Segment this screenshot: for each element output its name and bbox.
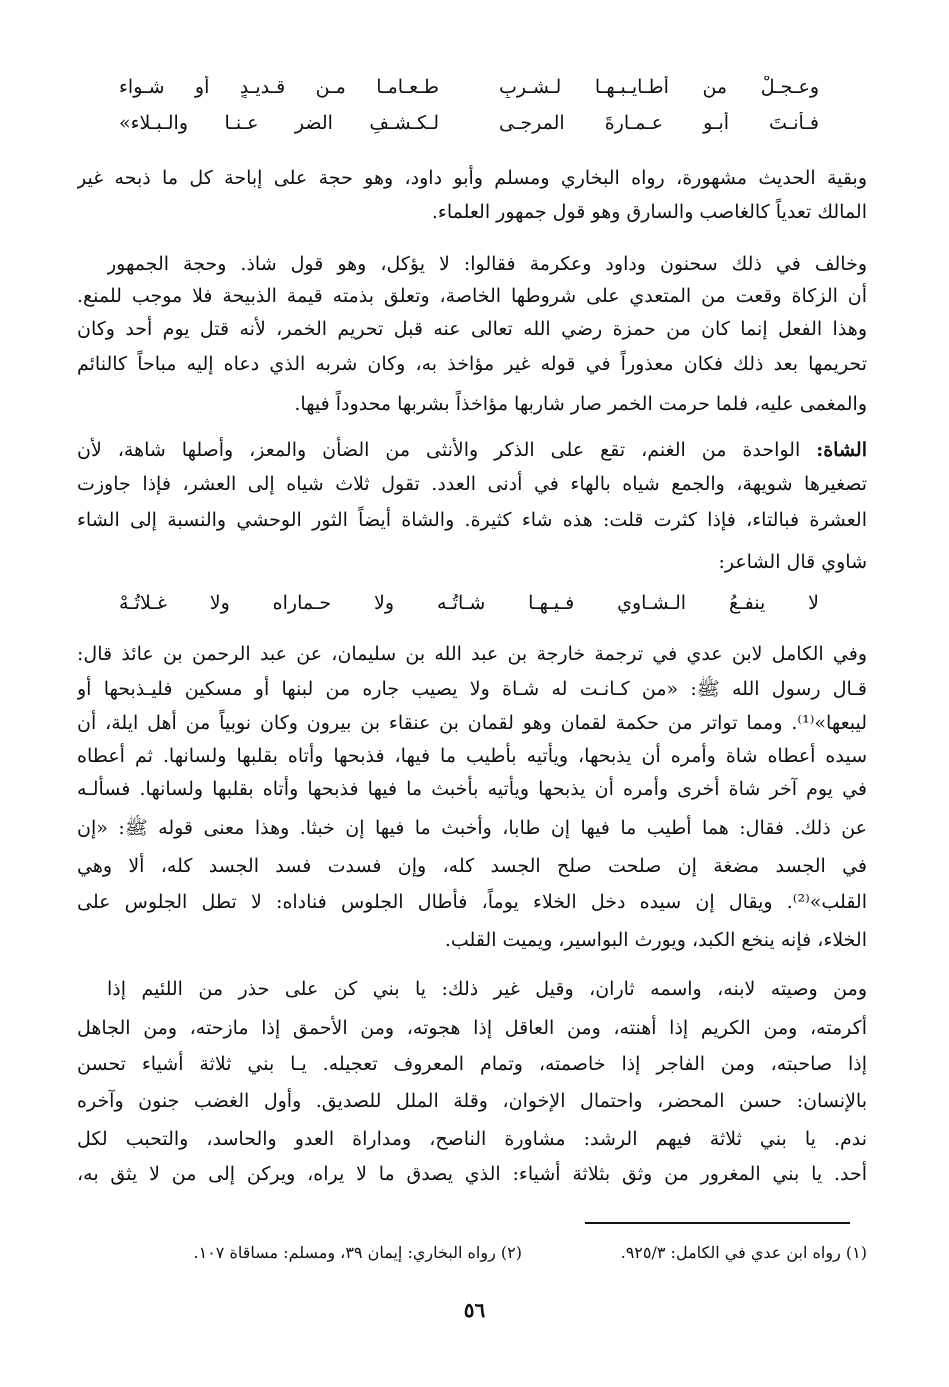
text-line: بالإنسان: حسن المحضر، واحتمال الإخوان، وقلة الملل للصديق. وأول الغضب جنون وآخره [77, 1090, 867, 1112]
verse-line [119, 112, 819, 144]
verse-line: لا ينفـعُ الـشـاوي فـيـهـا شـاتُـه ولا حـماراه ولا غـلاتُـهْ [119, 592, 819, 614]
entry-text: الواحدة من الغنم، تقع على الذكر والأنثى من الضأن والمعز، وأصلها شاهة، لأن [77, 439, 801, 461]
text-line: تحريمها بعد ذلك فكان معذوراً في قوله غير مؤاخذ به، وكان شربه الذي دعاه إليه مباحاً كالنائم [77, 353, 867, 375]
text-line: سيده أعطاه شاة وأمره أن يذبحها، ويأتيه بأطيب ما فيها، فذبحها وأتاه بقلبها ولسانها. ثم أعطاه [77, 745, 867, 767]
text-line: أن الزكاة وقعت من المتعدي على شروطها الخاصة، وتعلق بذمته قيمة الذبيحة فلا موجب للمنع. [77, 285, 867, 307]
text-line: ليبعها»⁽¹⁾. ومما تواتر من حكمة لقمان وهو لقمان بن عنقاء بن بيرون وكان نوبياً من أهل ايلة، أن [77, 712, 867, 734]
text-line: عن ذلك. فقال: هما أطيب ما فيها إن طابا، وأخبث ما فيها إن خبثا. وهذا معنى قوله ﷺ: «إن [77, 817, 867, 839]
text-line: وفي الكامل لابن عدي في ترجمة خارجة بن عبد الله بن سليمان، عن عبد الرحمن بن عائذ قال: [77, 643, 867, 665]
verse-second-hemistich: طـعـامـا مـن قـديـدٍ أو شـواء [119, 76, 439, 98]
text-line: إذا صاحبته، ومن الفاجر إذا خاصمته، وتمام المعروف تعجيله. يـا بني ثلاثة أشياء تحسن [77, 1053, 867, 1075]
text-line: وبقية الحديث مشهورة، رواه البخاري ومسلم وأبو داود، وهو حجة على إباحة كل ما ذبحه غير [77, 167, 867, 189]
text-line: العشرة فبالتاء، فإذا كثرت قلت: هذه شاء كثيرة. والشاة أيضاً الثور الوحشي والنسبة إلى الشاء [77, 509, 867, 531]
text-line [77, 436, 867, 466]
text-line: ومن وصيته لابنه، واسمه ثاران، وقيل غير ذلك: يا بني كن على حذر من اللئيم إذا [107, 978, 867, 1000]
verse-second-hemistich: لـكـشـفِ الضر عـنـا والـبـلاء» [119, 112, 439, 134]
text-line: تصغيرها شويهة، والجمع شياه بالهاء في أدنى العدد. تقول ثلاث شياه إلى العشر، فإذا جاوزت [77, 473, 867, 495]
verse-first-hemistich: وعـجـلْ من أطـايـبـهـا لـشـربٍ [499, 76, 819, 98]
text-line: أحد. يا بني المغرور من وثق بثلاثة أشياء: الذي يصدق ما لا يراه، ويركن إلى من لا يثق به، [77, 1163, 867, 1185]
text-line: المالك تعدياً كالغاصب والسارق وهو قول جمهور العلماء. [431, 201, 867, 223]
text-line: أكرمته، ومن الكريم إذا أهنته، ومن العاقل إذا هجوته، ومن الأحمق إذا مازحته، ومن الجاهل [77, 1017, 867, 1039]
text-line: وهذا الفعل إنما كان من حمزة رضي الله تعالى عنه قبل تحريم الخمر، لأنه قتل يوم أحد وكان [77, 318, 867, 340]
text-line: القلب»⁽²⁾. ويقال إن سيده دخل الخلاء يوماً، فأطال الجلوس فناداه: لا تطل الجلوس على [77, 891, 867, 913]
text-line: شاوي قال الشاعر: [718, 551, 867, 573]
footnote-2: (٢) رواه البخاري: إيمان ٣٩، ومسلم: مساقاة ١٠٧. [193, 1243, 522, 1262]
entry-heading: الشاة: [816, 439, 867, 461]
verse-line [119, 76, 819, 108]
footnote-divider [585, 1222, 850, 1224]
text-line: وخالف في ذلك سحنون وداود وعكرمة فقالوا: لا يؤكل، وهو قول شاذ. وحجة الجمهور [107, 253, 867, 275]
text-line: والمغمى عليه، فلما حرمت الخمر صار شاربها مؤاخذاً بشربها محدوداً فيها. [294, 393, 867, 415]
page-number: ٥٦ [463, 1298, 486, 1322]
text-line: الخلاء، فإنه ينخع الكبد، ويورث البواسير، ويميت القلب. [444, 929, 867, 951]
text-line: في الجسد مضغة إن صلحت صلح الجسد كله، وإن فسدت فسد الجسد كله، ألا وهي [77, 855, 867, 877]
text-line: قـال رسول الله ﷺ: «من كـانـت له شـاة ولا يصيب جاره من لبنها أو مسكين فليـذبحها أو [77, 678, 867, 700]
footnote-1: (١) رواه ابن عدي في الكامل: ٩٢٥/٣. [620, 1243, 867, 1262]
footnotes [77, 1243, 867, 1273]
text-line: ندم. يا بني ثلاثة فيهم الرشد: مشاورة الناصح، ومداراة العدو والحاسد، والتحبب لكل [77, 1128, 867, 1150]
text-line: في يوم آخر شاة أخرى وأمره أن يذبحها ويأتيه بأخبث ما فيها فذبحها وأتاه بقلبها ولسانها. فسألـه [77, 778, 867, 800]
verse-first-hemistich: فـأنـتَ أبـو عـمـارةَ المرجـى [499, 112, 819, 134]
